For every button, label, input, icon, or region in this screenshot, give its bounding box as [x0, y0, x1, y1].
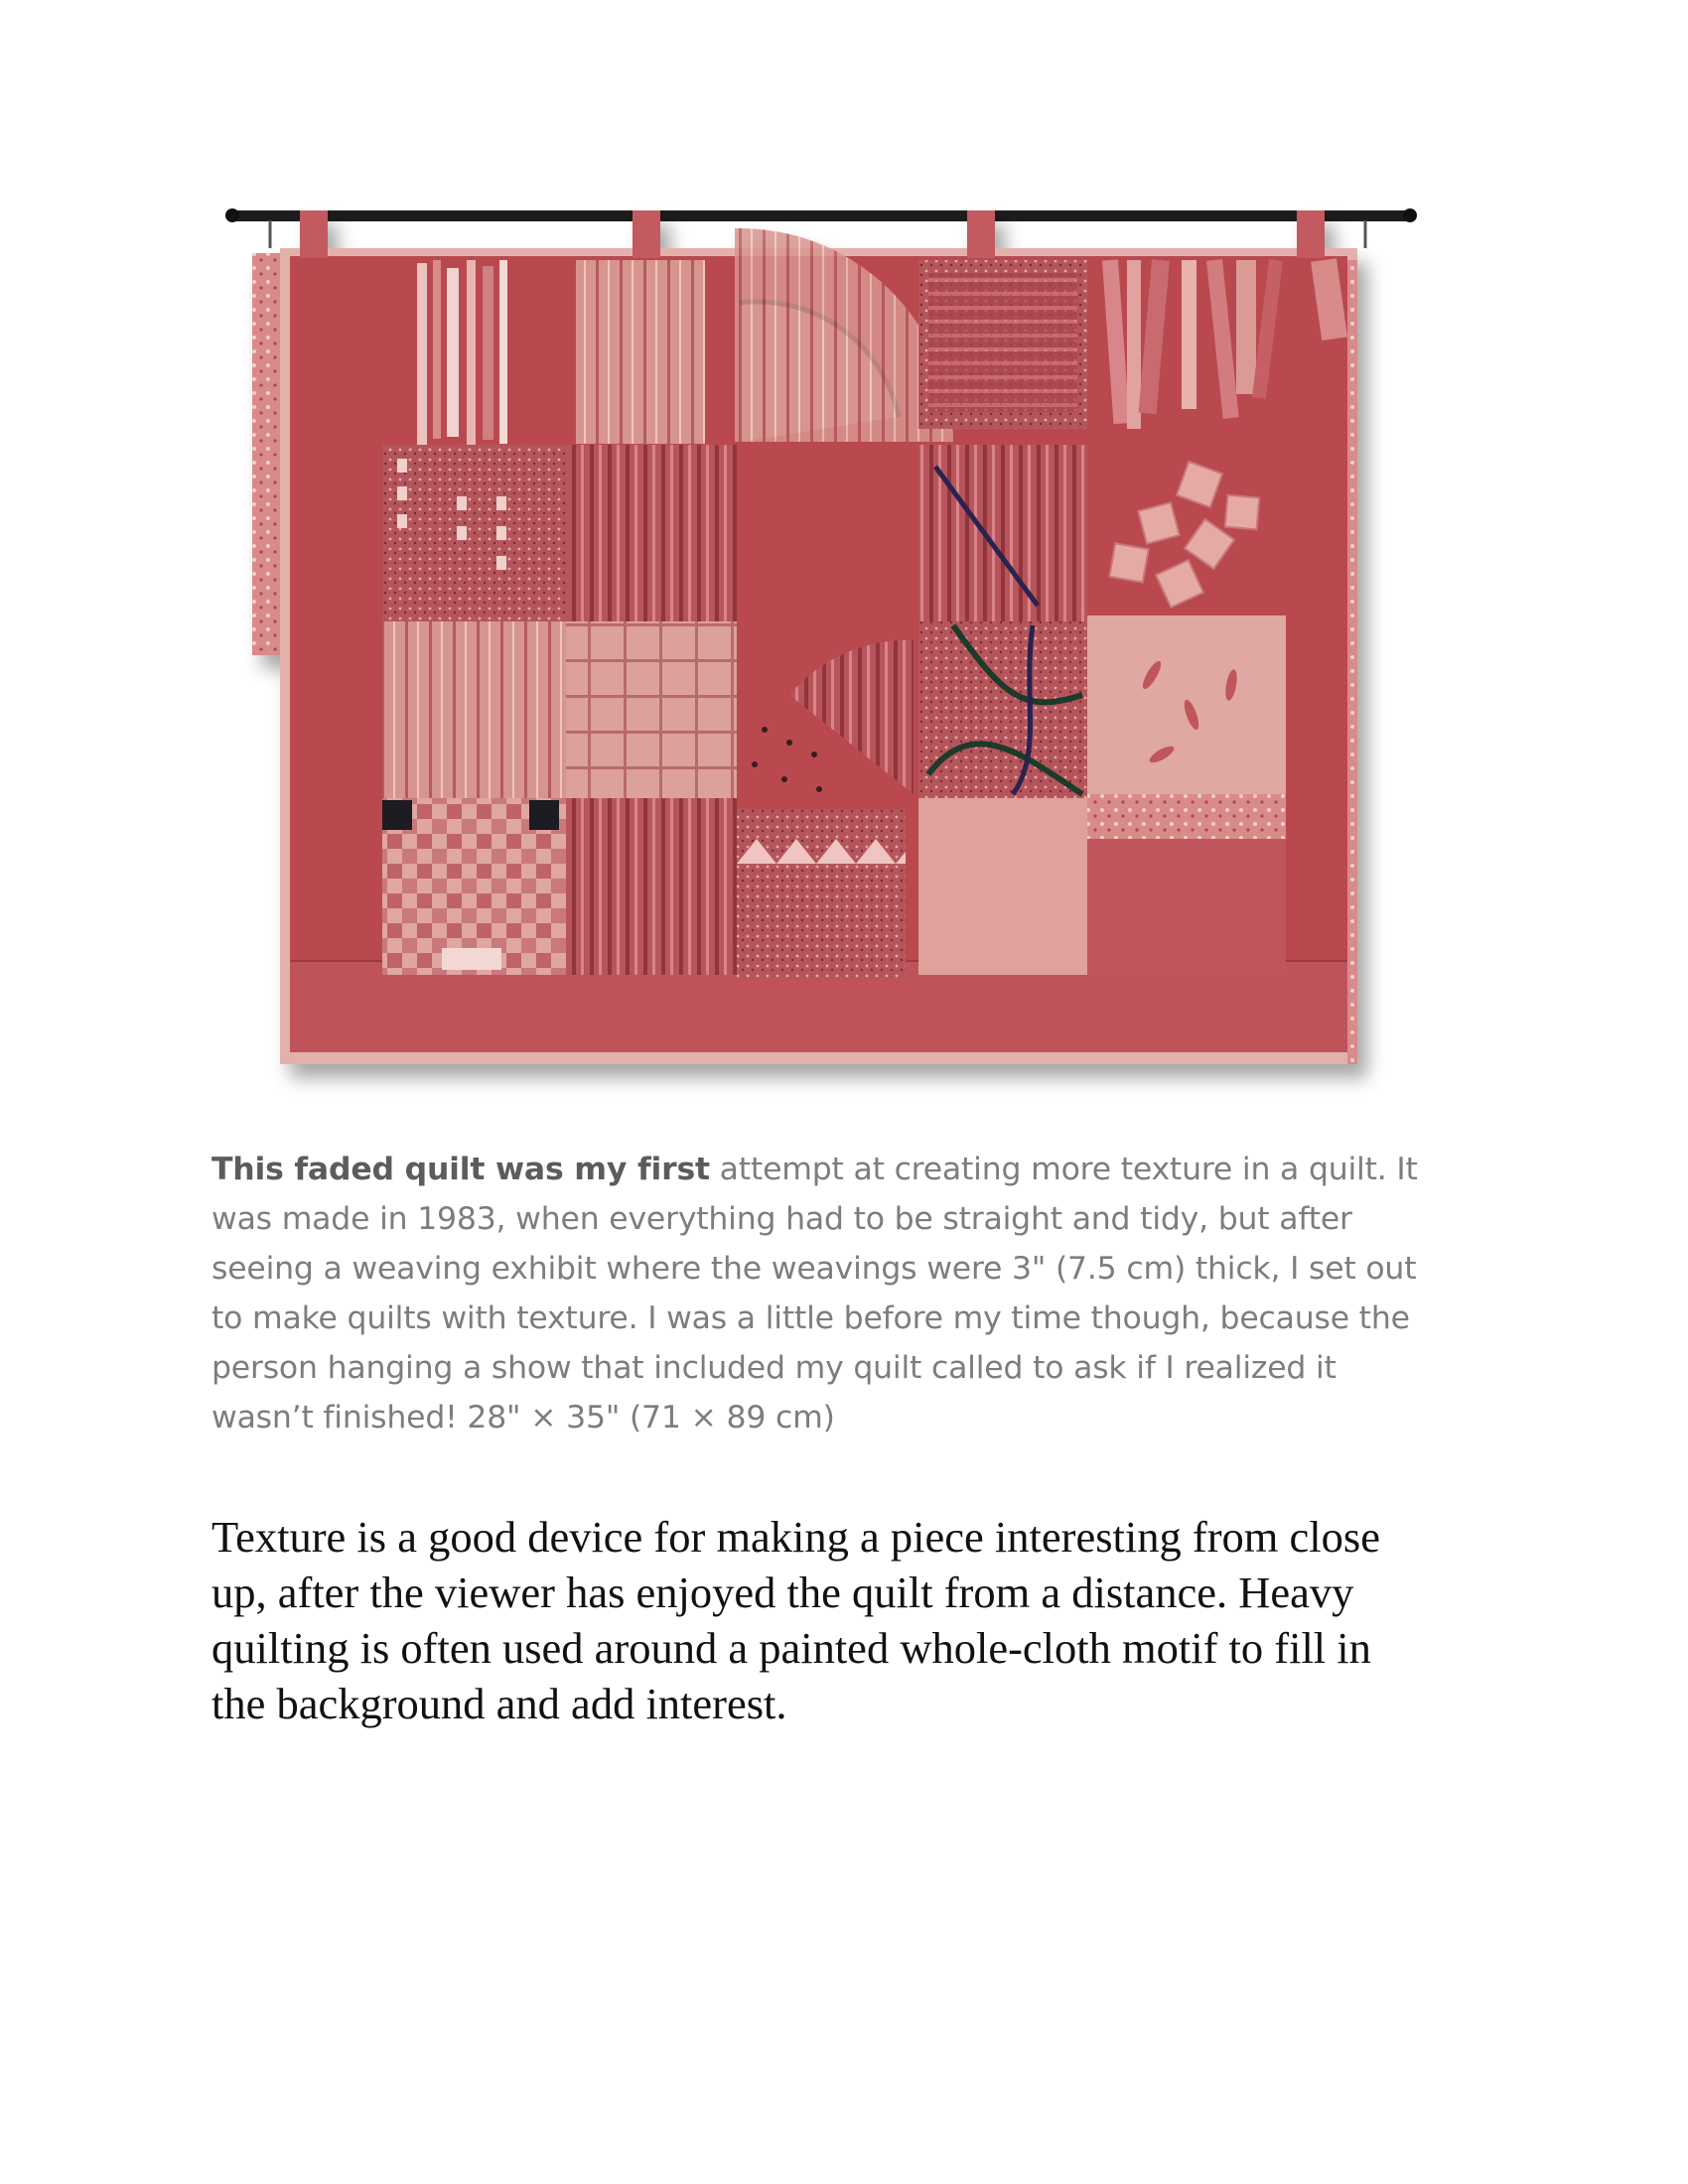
- quilt: [252, 210, 1357, 1064]
- body-line: quilting is often used around a painted whole-cloth motif to fill in: [211, 1623, 1371, 1673]
- body-line: up, after the viewer has enjoyed the quilt from a distance. Heavy: [211, 1568, 1354, 1617]
- caption-line: seeing a weaving exhibit where the weavings were 3" (7.5 cm) thick, I set out: [211, 1251, 1417, 1287]
- hanging-rod: [230, 210, 1412, 221]
- caption-line: wasn’t finished! 28" × 35" (71 × 89 cm): [211, 1400, 835, 1435]
- body-line: Texture is a good device for making a piece interesting from close: [211, 1512, 1380, 1562]
- caption-lead: This faded quilt was my first: [211, 1152, 710, 1187]
- caption-line: to make quilts with texture. I was a little before my time though, because the: [211, 1300, 1410, 1336]
- caption-line: person hanging a show that included my quilt called to ask if I realized it: [211, 1350, 1336, 1386]
- caption-line: [211, 1145, 1492, 1194]
- body-line: the background and add interest.: [211, 1679, 787, 1728]
- photo-caption: [211, 1145, 1492, 1442]
- caption-line: was made in 1983, when everything had to be straight and tidy, but after: [211, 1201, 1352, 1237]
- body-paragraph: [211, 1509, 1492, 1731]
- caption-line-rest: attempt at creating more texture in a quilt. It: [709, 1152, 1418, 1187]
